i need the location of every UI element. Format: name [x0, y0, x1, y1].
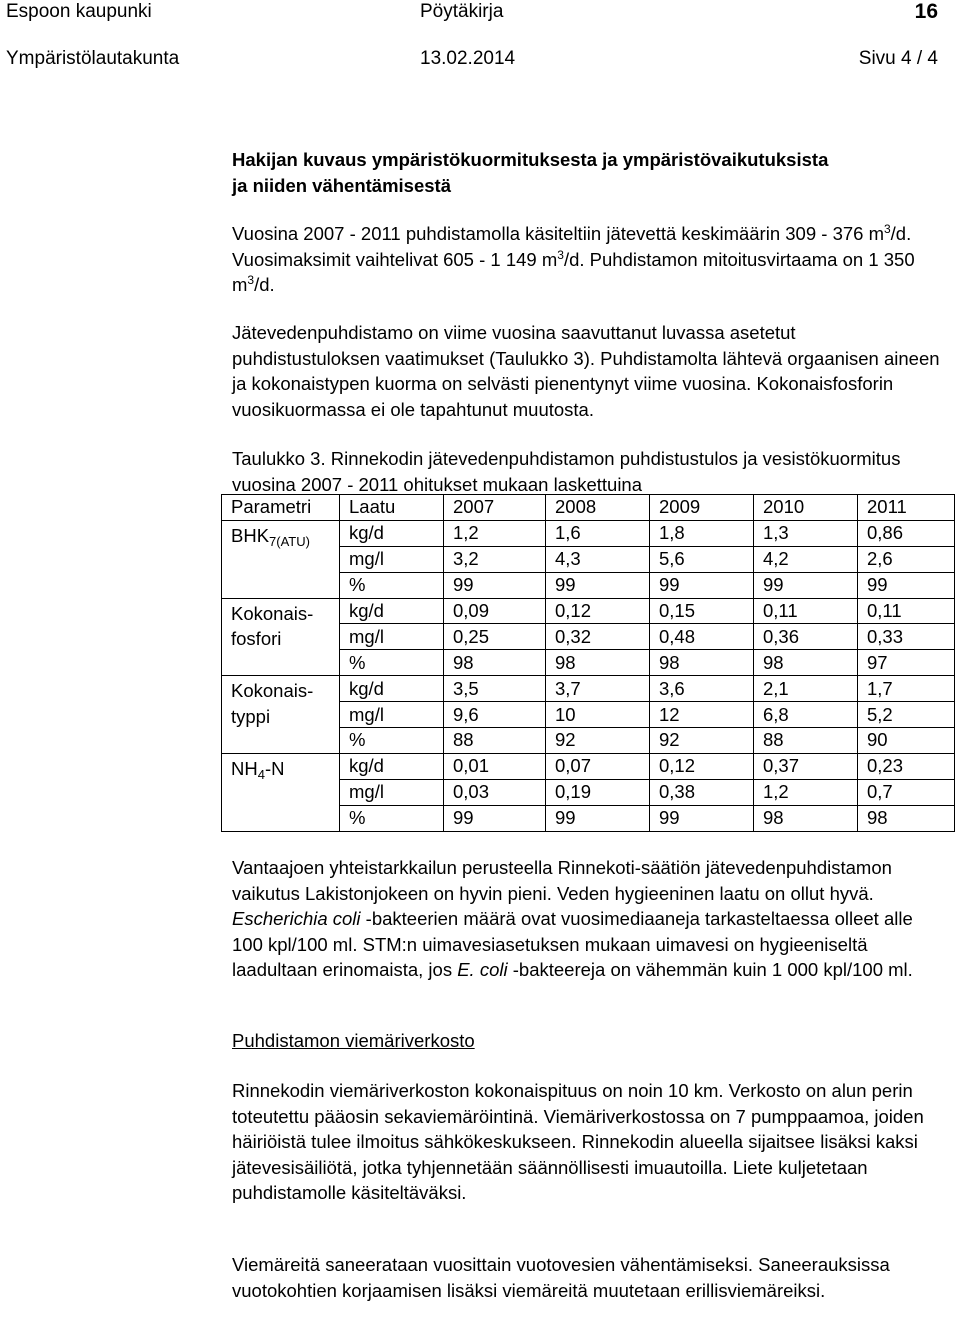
value-cell: 88	[444, 728, 546, 754]
value-cell: 88	[754, 728, 858, 754]
value-cell: 2,1	[754, 676, 858, 702]
value-cell: 1,7	[858, 676, 955, 702]
value-cell: 99	[546, 805, 650, 831]
value-cell: 99	[650, 572, 754, 598]
value-cell: 3,5	[444, 676, 546, 702]
value-cell: 0,07	[546, 753, 650, 779]
value-cell: 5,6	[650, 546, 754, 572]
value-cell: 92	[546, 728, 650, 754]
table-header-cell: 2007	[444, 495, 546, 521]
value-cell: 3,7	[546, 676, 650, 702]
impact-paragraph: Vantaajoen yhteistarkkailun perusteella Rinnekoti-säätiön jätevedenpuhdistamon vaikutus Lakistonjokeen on hyvin pieni. Veden hygieeninen laatu on ollut hyvä. Escherichia coli -bakteerien määrä ovat vuosimediaaneja tarkasteltaessa olleet alle 100 kpl/100 ml. STM:n uimavesiasetuksen mukaan uimavesi on hygieeniseltä laadultaan erinomaista, jos E. coli -bakteereja on vähemmän kuin 1 000 kpl/100 ml.	[232, 857, 913, 980]
value-cell: 0,86	[858, 520, 955, 546]
value-cell: 98	[546, 650, 650, 676]
value-cell: 4,3	[546, 546, 650, 572]
value-cell: 10	[546, 702, 650, 728]
value-cell: 1,2	[444, 520, 546, 546]
value-cell: 0,11	[858, 598, 955, 624]
value-cell: 98	[754, 805, 858, 831]
parameter-cell: Kokonais- typpi	[222, 676, 340, 754]
doc-type: Pöytäkirja	[420, 1, 504, 22]
parameter-cell: $NH_4-N$	[222, 753, 340, 831]
unit-cell: mg/l	[340, 624, 444, 650]
table-row	[222, 676, 955, 702]
value-cell: 1,8	[650, 520, 754, 546]
subheading: Puhdistamon viemäriverkosto	[232, 1030, 475, 1051]
table-caption: Taulukko 3. Rinnekodin jätevedenpuhdistamon puhdistustulos ja vesistökuormitus vuosina 2007 - 2011 ohitukset mukaan laskettuina	[232, 448, 901, 495]
value-cell: 98	[754, 650, 858, 676]
results-table	[221, 494, 955, 832]
value-cell: 0,12	[546, 598, 650, 624]
value-cell: 99	[858, 572, 955, 598]
value-cell: 0,37	[754, 753, 858, 779]
table-row	[222, 598, 955, 624]
value-cell: 98	[444, 650, 546, 676]
value-cell: 12	[650, 702, 754, 728]
value-cell: 1,6	[546, 520, 650, 546]
table-header-cell: 2008	[546, 495, 650, 521]
unit-cell: kg/d	[340, 598, 444, 624]
value-cell: 6,8	[754, 702, 858, 728]
committee-name: Ympäristölautakunta	[6, 48, 180, 69]
parameter-cell: $BHK_{7(ATU)}$	[222, 520, 340, 598]
value-cell: 0,7	[858, 779, 955, 805]
unit-cell: mg/l	[340, 702, 444, 728]
value-cell: 97	[858, 650, 955, 676]
value-cell: 99	[444, 805, 546, 831]
renovation-paragraph: Viemäreitä saneerataan vuosittain vuotovesien vähentämiseksi. Saneerauksissa vuotokohtien korjaamisen lisäksi viemäreitä muutetaan erillisviemäreiksi.	[232, 1254, 890, 1301]
value-cell: 0,36	[754, 624, 858, 650]
unit-cell: mg/l	[340, 546, 444, 572]
value-cell: 0,48	[650, 624, 754, 650]
value-cell: 0,33	[858, 624, 955, 650]
value-cell: 3,2	[444, 546, 546, 572]
page-label: Sivu 4 / 4	[858, 48, 938, 69]
network-paragraph: Rinnekodin viemäriverkoston kokonaispituus on noin 10 km. Verkosto on alun perin toteutettu pääosin sekaviemäröintinä. Viemäriverkostossa on 7 pumppaamoa, joiden häiriöistä tulee ilmoitus sähkökeskukseen. Rinnekodin alueella sijaitsee lisäksi kaksi jätevesisäiliötä, jotka tyhjennetään säännöllisesti imuautoilla. Liete kuljetetaan puhdistamolle käsiteltäväksi.	[232, 1080, 924, 1203]
value-cell: 4,2	[754, 546, 858, 572]
value-cell: 0,38	[650, 779, 754, 805]
results-paragraph: Jätevedenpuhdistamo on viime vuosina saavuttanut luvassa asetetut puhdistustuloksen vaatimukset (Taulukko 3). Puhdistamolta lähtevä orgaanisen aineen ja kokonaistypen kuorma on selvästi pienentynyt viime vuosina. Kokonaisfosforin vuosikuormassa ei ole tapahtunut muutosta.	[232, 322, 940, 420]
value-cell: 99	[444, 572, 546, 598]
value-cell: 0,11	[754, 598, 858, 624]
value-cell: 0,01	[444, 753, 546, 779]
unit-cell: kg/d	[340, 753, 444, 779]
table-header-cell: 2010	[754, 495, 858, 521]
value-cell: 5,2	[858, 702, 955, 728]
meeting-date: 13.02.2014	[420, 48, 516, 69]
parameter-cell: Kokonais- fosfori	[222, 598, 340, 676]
table-header-cell: Parametri	[222, 495, 340, 521]
table-header-cell: Laatu	[340, 495, 444, 521]
value-cell: 99	[546, 572, 650, 598]
value-cell: 99	[754, 572, 858, 598]
table-header-row	[222, 495, 955, 521]
value-cell: 0,25	[444, 624, 546, 650]
value-cell: 99	[650, 805, 754, 831]
value-cell: 98	[858, 805, 955, 831]
value-cell: 90	[858, 728, 955, 754]
table-row	[222, 520, 955, 546]
unit-cell: %	[340, 805, 444, 831]
value-cell: 0,19	[546, 779, 650, 805]
page-number: 16	[914, 0, 938, 23]
value-cell: 0,23	[858, 753, 955, 779]
value-cell: 1,2	[754, 779, 858, 805]
value-cell: 2,6	[858, 546, 955, 572]
value-cell: 9,6	[444, 702, 546, 728]
value-cell: 1,3	[754, 520, 858, 546]
unit-cell: mg/l	[340, 779, 444, 805]
org-name: Espoon kaupunki	[6, 1, 152, 22]
unit-cell: kg/d	[340, 676, 444, 702]
value-cell: 0,09	[444, 598, 546, 624]
section-title: Hakijan kuvaus ympäristökuormituksesta ja ympäristövaikutuksista ja niiden vähentämisestä	[232, 149, 829, 196]
value-cell: 0,12	[650, 753, 754, 779]
value-cell: 0,15	[650, 598, 754, 624]
flow-paragraph: Vuosina 2007 - 2011 puhdistamolla käsiteltiin jätevettä keskimäärin 309 - 376 $m^3/d$. Vuosimaksimit vaihtelivat 605 - 1 149 $m^3/d$. Puhdistamon mitoitusvirtaama on 1 350 $m^3/d$.	[232, 222, 915, 295]
unit-cell: %	[340, 728, 444, 754]
value-cell: 98	[650, 650, 754, 676]
unit-cell: %	[340, 572, 444, 598]
unit-cell: kg/d	[340, 520, 444, 546]
value-cell: 0,03	[444, 779, 546, 805]
value-cell: 0,32	[546, 624, 650, 650]
value-cell: 92	[650, 728, 754, 754]
unit-cell: %	[340, 650, 444, 676]
table-header-cell: 2009	[650, 495, 754, 521]
value-cell: 3,6	[650, 676, 754, 702]
table-header-cell: 2011	[858, 495, 955, 521]
table-row	[222, 753, 955, 779]
